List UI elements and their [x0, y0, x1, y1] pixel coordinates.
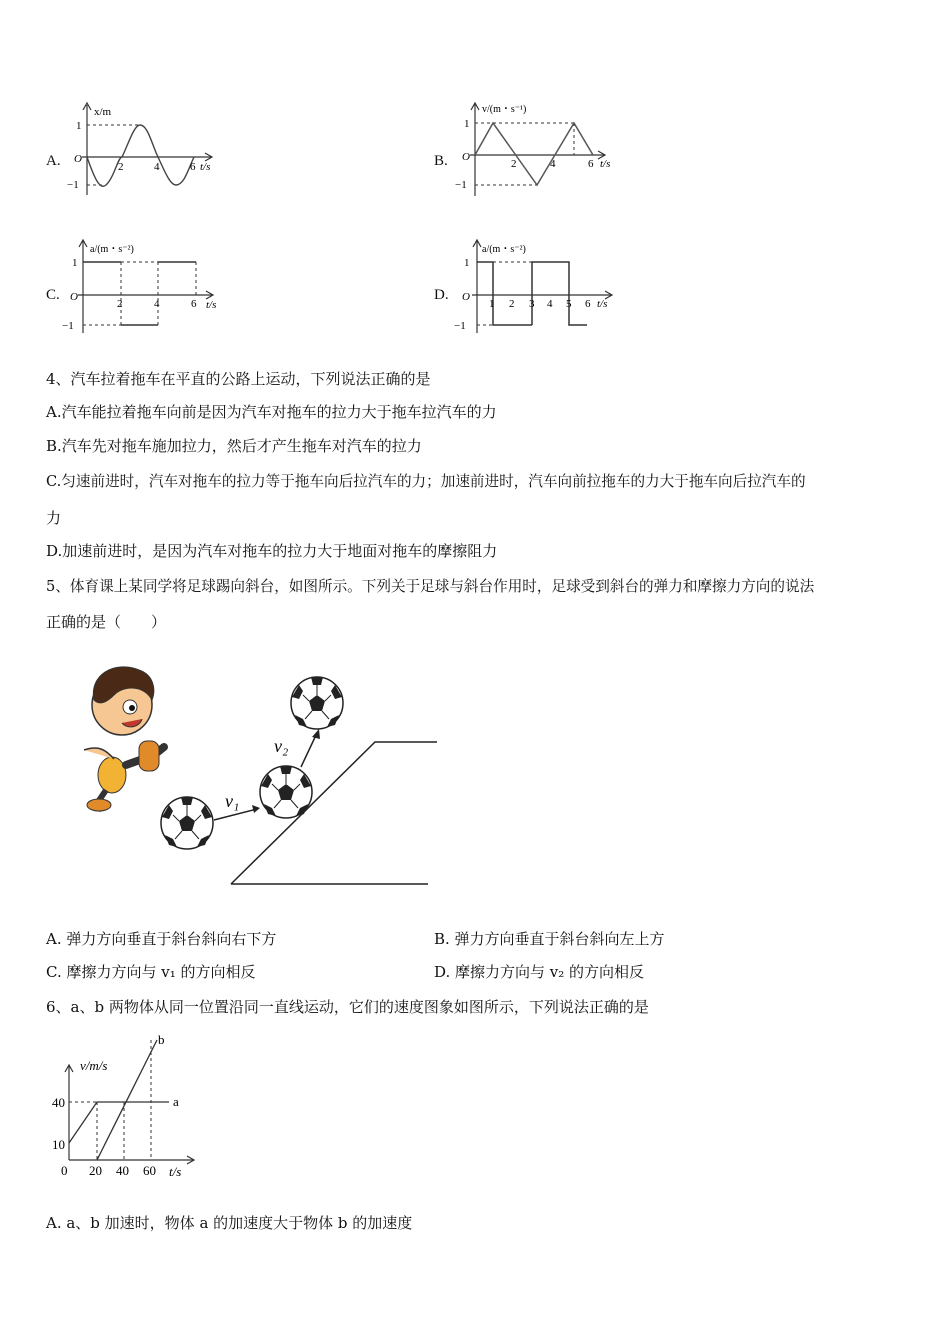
velocity-triangle-wave	[475, 123, 593, 185]
q5-option-d[interactable]: D. 摩擦力方向与 v₂ 的方向相反	[434, 963, 645, 981]
option-d-label[interactable]: D.	[434, 287, 449, 303]
graph-b-xlabel: t/s	[600, 158, 611, 170]
q6-ytick-10: 10	[52, 1137, 65, 1152]
option-b-label[interactable]: B.	[434, 153, 448, 169]
graph-d-xtick-3: 3	[529, 298, 535, 310]
graph-d-xlabel: t/s	[597, 298, 608, 310]
graph-d-xtick-2: 2	[509, 298, 515, 310]
graph-c-ytick-neg1: −1	[62, 320, 74, 332]
graph-d-xtick-5: 5	[566, 298, 572, 310]
q6-xlabel: t/s	[169, 1164, 182, 1179]
q4-stem: 4、汽车拉着拖车在平直的公路上运动，下列说法正确的是	[46, 370, 431, 388]
option-c-label[interactable]: C.	[46, 287, 60, 303]
graph-c-xtick-6: 6	[191, 298, 197, 310]
sine-curve	[87, 125, 194, 186]
q5-option-c[interactable]: C. 摩擦力方向与 v₁ 的方向相反	[46, 963, 256, 981]
graph-b-ylabel: v/(m・s⁻¹)	[482, 104, 527, 115]
v1-label: v₁	[225, 791, 240, 811]
graph-a-xtick-6: 6	[190, 161, 196, 173]
graph-b-xtick-2: 2	[511, 158, 517, 170]
q6-origin: 0	[61, 1163, 68, 1178]
ball-rebound	[291, 677, 343, 729]
inclined-ramp	[231, 742, 437, 884]
graph-a-ytick-neg1: −1	[67, 179, 79, 191]
graph-c-xtick-4: 4	[154, 298, 160, 310]
ball-incoming	[161, 797, 213, 849]
graph-option-c	[58, 235, 228, 335]
boy-kicking-illustration	[84, 667, 164, 811]
ball-contact	[260, 766, 312, 818]
line-a	[69, 1102, 169, 1143]
q4-option-a[interactable]: A.汽车能拉着拖车向前是因为汽车对拖车的拉力大于拖车拉汽车的力	[46, 403, 497, 421]
soccer-slope-figure	[44, 655, 444, 890]
graph-b-ytick-1: 1	[464, 118, 470, 130]
q6-velocity-time-graph	[44, 1030, 204, 1185]
graph-a-xtick-2: 2	[118, 161, 124, 173]
graph-c-xlabel: t/s	[206, 299, 217, 311]
graph-d-xtick-6: 6	[585, 298, 591, 310]
q6-ylabel: v/m/s	[80, 1058, 108, 1073]
q4-option-c[interactable]: C.匀速前进时，汽车对拖车的拉力等于拖车向后拉汽车的力；加速前进时，汽车向前拉拖车的力大于拖车向后拉汽车的	[46, 473, 806, 490]
graph-c-ytick-1: 1	[72, 257, 78, 269]
option-a-label[interactable]: A.	[46, 153, 61, 169]
graph-d-xtick-1: 1	[489, 298, 495, 310]
q5-option-b[interactable]: B. 弹力方向垂直于斜台斜向左上方	[434, 930, 665, 948]
q5-stem-cont: 正确的是（ ）	[46, 613, 167, 631]
q4-option-b[interactable]: B.汽车先对拖车施加拉力，然后才产生拖车对汽车的拉力	[46, 437, 422, 455]
q6-ytick-40: 40	[52, 1095, 65, 1110]
accel-d-segment-1	[477, 262, 532, 325]
v2-label: v₂	[274, 736, 289, 756]
graph-c-origin: O	[70, 291, 78, 303]
q6-xtick-40: 40	[116, 1163, 129, 1178]
q5-stem: 5、体育课上某同学将足球踢向斜台，如图所示。下列关于足球与斜台作用时，足球受到斜台的弹力和摩擦力方向的说法	[46, 578, 815, 595]
q4-option-d[interactable]: D.加速前进时，是因为汽车对拖车的拉力大于地面对拖车的摩擦阻力	[46, 542, 498, 560]
graph-option-a	[62, 100, 227, 200]
graph-b-ytick-neg1: −1	[455, 179, 467, 191]
graph-a-ytick-1: 1	[76, 120, 82, 132]
q6-xtick-20: 20	[89, 1163, 102, 1178]
q5-option-a[interactable]: A. 弹力方向垂直于斜台斜向右下方	[46, 930, 277, 948]
q6-stem: 6、a、b 两物体从同一位置沿同一直线运动，它们的速度图象如图所示，下列说法正确的是	[46, 998, 649, 1016]
graph-d-ytick-1: 1	[464, 257, 470, 269]
q6-option-a[interactable]: A. a、b 加速时，物体 a 的加速度大于物体 b 的加速度	[46, 1214, 413, 1232]
graph-a-ylabel: x/m	[94, 106, 112, 118]
graph-d-ytick-neg1: −1	[454, 320, 466, 332]
graph-d-origin: O	[462, 291, 470, 303]
q4-option-c-cont: 力	[46, 509, 62, 527]
graph-option-b	[450, 98, 625, 200]
graph-option-d	[452, 235, 622, 335]
q6-xtick-60: 60	[143, 1163, 156, 1178]
graph-b-xtick-6: 6	[588, 158, 594, 170]
graph-b-origin: O	[462, 151, 470, 163]
graph-c-ylabel: a/(m・s⁻²)	[90, 244, 134, 255]
graph-c-xtick-2: 2	[117, 298, 123, 310]
accel-d-segment-2	[532, 262, 587, 325]
graph-b-xtick-4: 4	[550, 158, 556, 170]
graph-a-origin: O	[74, 153, 82, 165]
graph-d-ylabel: a/(m・s⁻²)	[482, 244, 526, 255]
v2-arrow	[301, 733, 317, 767]
q6-line-a-label: a	[173, 1094, 179, 1109]
graph-a-xtick-4: 4	[154, 161, 160, 173]
graph-d-xtick-4: 4	[547, 298, 553, 310]
graph-a-xlabel: t/s	[200, 161, 211, 173]
q6-line-b-label: b	[158, 1032, 165, 1047]
